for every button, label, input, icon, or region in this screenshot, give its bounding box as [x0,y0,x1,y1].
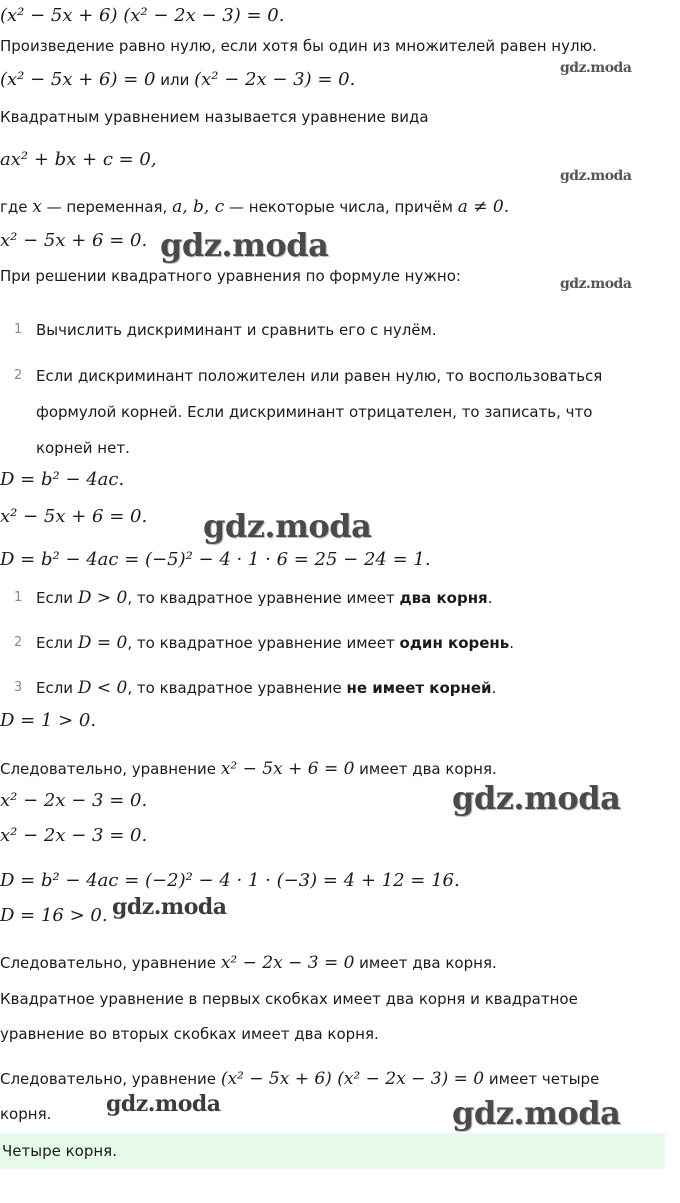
equation-d-positive-1: D = 1 > 0. [0,710,97,731]
step-number-1: 1 [14,322,23,337]
text-both-roots-b: уравнение во вторых скобках имеет два корня. [0,1025,379,1043]
case-number-1: 1 [14,590,23,605]
text-quadratic-definition: Квадратным уравнением называется уравнение вида [0,108,429,126]
math-x: x [32,197,42,217]
conclusion-second [0,951,497,975]
case-bold: два корня [399,589,488,607]
conclusion-pre: Следовательно, уравнение [0,1070,221,1088]
conclusion-math: (x² − 5x + 6) (x² − 2x − 3) = 0 [220,1069,485,1089]
equation-second-factor: (x² − 2x − 3) = 0. [194,69,356,90]
equation-split [0,68,355,92]
text-variable: — переменная, [41,198,173,216]
watermark: gdz.moda [560,168,632,184]
watermark: gdz.moda [560,60,632,76]
equation-discriminant-second: D = b² − 4ac = (−2)² − 4 · 1 · (−3) = 4 + 12 = 16. [0,870,460,891]
text-or: или [155,71,195,89]
conclusion-total [0,1067,599,1091]
case-math: D = 0 [77,633,128,653]
case-text-2 [36,631,514,655]
watermark: gdz.moda [560,276,632,292]
case-text-1 [36,586,492,610]
text-where: где [0,198,33,216]
equation-general-form: ax² + bx + c = 0, [0,149,157,170]
watermark: gdz.moda [452,779,621,817]
step-number-2: 2 [14,368,23,383]
equation-first-factor: (x² − 5x + 6) = 0 [0,69,156,90]
equation-discriminant: D = b² − 4ac. [0,469,125,490]
conclusion-post: имеет два корня. [354,760,497,778]
step-text-1: Вычислить дискриминант и сравнить его с нулём. [36,321,437,339]
equation-second: x² − 2x − 3 = 0. [0,790,148,811]
conclusion-pre: Следовательно, уравнение [0,760,221,778]
step-text-2b: формулой корней. Если дискриминант отрицателен, то записать, что [36,403,593,421]
watermark: gdz.moda [112,894,227,920]
equation-discriminant-first: D = b² − 4ac = (−5)² − 4 · 1 · 6 = 25 − 24 = 1. [0,549,431,570]
step-text-2c: корней нет. [36,439,130,457]
conclusion-post: имеет четыре [484,1070,600,1088]
case-mid: , то квадратное уравнение имеет [127,634,400,652]
equation-product: (x² − 5x + 6) (x² − 2x − 3) = 0. [0,5,285,26]
equation-first-repeat: x² − 5x + 6 = 0. [0,506,148,527]
text-product-rule: Произведение равно нулю, если хотя бы один из множителей равен нулю. [0,37,597,55]
conclusion-first [0,757,497,781]
text-numbers: — некоторые числа, причём [224,198,458,216]
case-mid: , то квадратное уравнение имеет [127,589,400,607]
case-end: . [491,679,497,697]
conclusion-total-end: корня. [0,1105,52,1123]
equation-second-repeat: x² − 2x − 3 = 0. [0,825,148,846]
step-text-2a: Если дискриминант положителен или равен нулю, то воспользоваться [36,367,603,385]
equation-first: x² − 5x + 6 = 0. [0,230,148,251]
conclusion-post: имеет два корня. [354,954,497,972]
math-a-nonzero: a ≠ 0. [457,197,510,217]
case-mid: , то квадратное уравнение [127,679,347,697]
case-end: . [509,634,515,652]
answer-text: Четыре корня. [2,1142,117,1160]
case-number-3: 3 [14,680,23,695]
case-pre: Если [36,679,78,697]
case-math: D < 0 [77,678,128,698]
conclusion-math: x² − 5x + 6 = 0 [220,759,355,779]
case-pre: Если [36,589,78,607]
watermark: gdz.moda [203,507,372,545]
text-variables [0,195,509,219]
conclusion-math: x² − 2x − 3 = 0 [220,953,355,973]
case-math: D > 0 [77,588,128,608]
case-number-2: 2 [14,635,23,650]
case-end: . [487,589,493,607]
case-pre: Если [36,634,78,652]
text-formula-steps: При решении квадратного уравнения по формуле нужно: [0,267,461,285]
watermark: gdz.moda [160,226,329,264]
watermark: gdz.moda [106,1091,221,1117]
answer-box [0,1133,665,1169]
watermark: gdz.moda [452,1094,621,1132]
math-abc: a, b, c [172,197,225,217]
case-bold: один корень [399,634,510,652]
case-bold: не имеет корней [346,679,492,697]
case-text-3 [36,676,496,700]
equation-d-positive-2: D = 16 > 0. [0,905,108,926]
conclusion-pre: Следовательно, уравнение [0,954,221,972]
text-both-roots-a: Квадратное уравнение в первых скобках имеет два корня и квадратное [0,990,578,1008]
